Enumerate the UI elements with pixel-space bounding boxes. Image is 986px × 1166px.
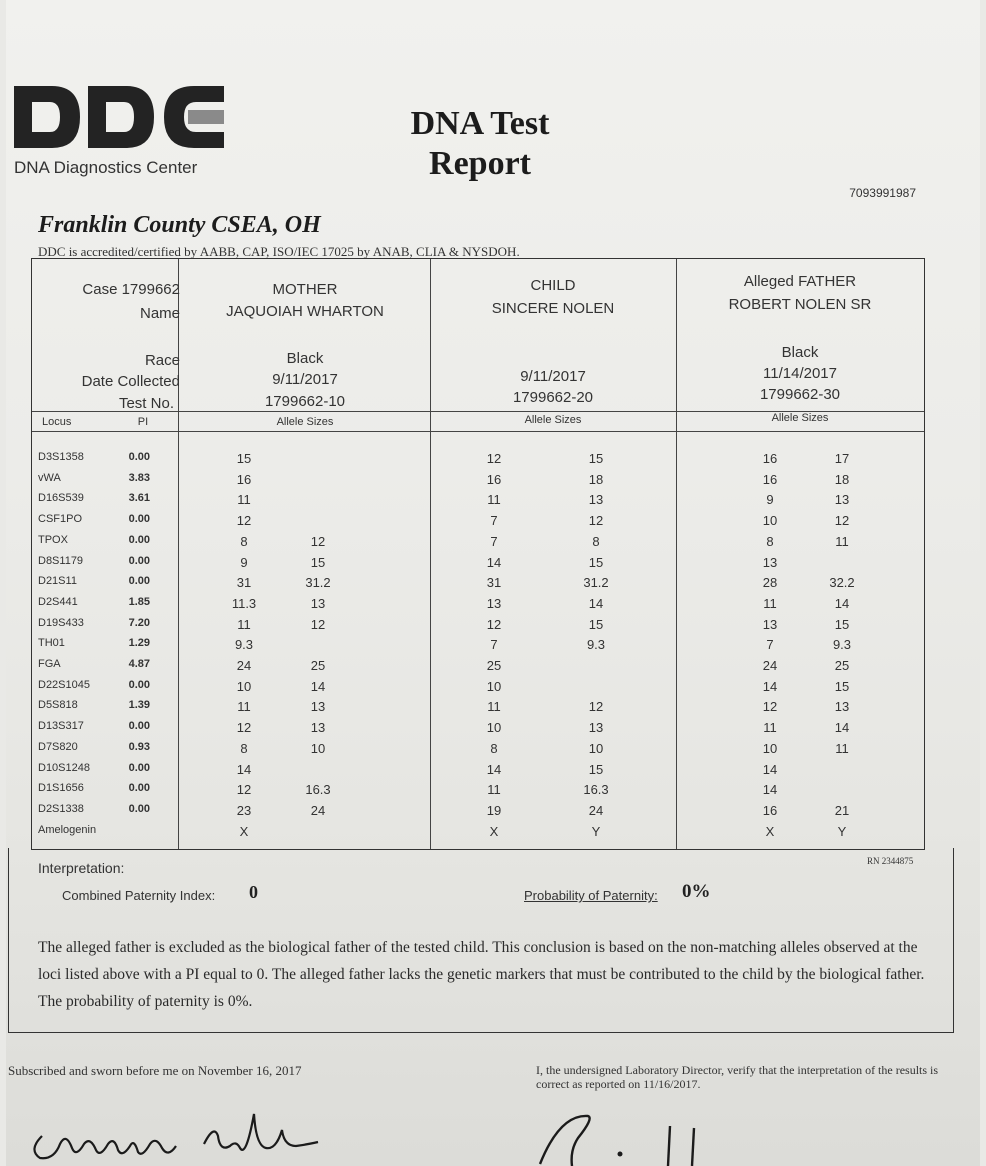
locus-name: Amelogenin: [38, 823, 97, 836]
child-allele: 10: [486, 678, 502, 694]
locus-name: D13S317: [38, 720, 84, 733]
father-allele: 9.3: [832, 637, 852, 653]
mother-allele: 8: [240, 533, 248, 549]
father-allele: 8: [766, 533, 774, 549]
child-allele: 18: [588, 471, 604, 487]
mother-allele: 13: [310, 699, 326, 715]
pi-value: 7.20: [128, 616, 150, 629]
father-allele: 16: [762, 471, 778, 487]
mother-allele: 12: [310, 533, 326, 549]
locus-row: [32, 782, 924, 802]
child-allele: 10: [486, 720, 502, 736]
father-allele: 28: [762, 575, 778, 591]
child-allele: 13: [486, 595, 502, 611]
father-allele: 13: [762, 616, 778, 632]
child-allele: 16.3: [583, 782, 609, 798]
locus-name: D22S1045: [38, 678, 90, 691]
child-allele: 14: [486, 761, 502, 777]
father-allele: 25: [834, 658, 850, 673]
father-allele-header: Allele Sizes: [771, 412, 829, 424]
mother-allele: 23: [236, 802, 252, 818]
mother-test-no: 1799662-10: [264, 393, 346, 410]
locus-name: CSF1PO: [38, 513, 83, 526]
mother-allele: 10: [236, 678, 252, 694]
mother-allele: 14: [310, 678, 326, 694]
locus-row: [32, 824, 924, 844]
pi-value: 0.00: [128, 720, 150, 733]
child-allele: 13: [588, 492, 604, 508]
locus-row: [32, 803, 924, 823]
child-allele: 25: [486, 658, 502, 673]
father-allele: Y: [837, 823, 847, 839]
child-allele: 11: [487, 699, 501, 715]
pi-value: 1.39: [128, 699, 150, 712]
interpretation-text: The alleged father is excluded as the biological father of the tested child. This conclusion is based on the non-matching alleles observed at the loci listed above with a PI equal to 0. The alleged father lacks the genetic markers that must be contributed to the child by the biological father. The probability of paternity is 0%.: [38, 939, 925, 1010]
reference-number: 7093991987: [849, 186, 916, 200]
father-allele: X: [765, 823, 775, 839]
child-allele: 12: [486, 451, 502, 466]
locus-name: D2S441: [38, 595, 78, 608]
date-collected-label: Date Collected: [81, 373, 180, 390]
child-allele: 31: [486, 575, 502, 591]
locus-row: [32, 741, 924, 761]
mother-allele: 15: [236, 451, 252, 466]
ddc-logo: [14, 82, 229, 152]
child-allele-header: Allele Sizes: [524, 414, 582, 426]
father-allele: 17: [834, 451, 850, 466]
father-allele: 14: [762, 678, 778, 694]
father-role: Alleged FATHER: [743, 273, 857, 290]
child-date: 9/11/2017: [520, 368, 586, 385]
mother-allele: 11: [237, 616, 251, 632]
title-line-2: Report: [429, 145, 531, 182]
mother-allele: 31.2: [305, 575, 331, 591]
father-allele: 11: [763, 595, 777, 611]
child-allele: 15: [588, 616, 604, 632]
accreditation-note: DDC is accredited/certified by AABB, CAP, ISO/IEC 17025 by ANAB, CLIA & NYSDOH.: [38, 244, 520, 259]
child-test-no: 1799662-20: [512, 389, 594, 406]
child-allele: Y: [591, 823, 601, 839]
locus-name: D5S818: [38, 699, 78, 712]
locus-row: [32, 513, 924, 533]
mother-allele: 25: [310, 658, 326, 673]
probability-label: Probability of Paternity:: [524, 888, 658, 903]
test-no-label: Test No.: [118, 395, 174, 412]
logo-tagline: DNA Diagnostics Center: [14, 158, 198, 177]
child-allele: 12: [588, 513, 604, 529]
father-allele: 16: [762, 451, 778, 466]
child-allele: X: [489, 823, 499, 839]
mother-allele: 9: [240, 554, 248, 570]
mother-allele: 12: [236, 782, 252, 798]
report-title: [395, 104, 565, 184]
father-allele: 11: [763, 720, 777, 736]
title-line-1: DNA Test: [410, 105, 550, 142]
father-allele: 15: [834, 616, 850, 632]
mother-allele: X: [239, 823, 249, 839]
locus-row: [32, 492, 924, 512]
father-allele: 14: [834, 720, 850, 736]
locus-row: [32, 617, 924, 637]
pi-value: 0.00: [128, 761, 150, 774]
pi-header: PI: [137, 416, 149, 428]
locus-name: D3S1358: [38, 451, 84, 463]
child-allele: 15: [588, 761, 604, 777]
child-allele: 12: [486, 616, 502, 632]
father-allele: 10: [762, 740, 778, 756]
pi-value: 0.00: [128, 575, 150, 588]
father-allele: 21: [834, 802, 850, 818]
child-allele: 8: [490, 740, 498, 756]
child-name: SINCERE NOLEN: [491, 300, 615, 317]
cpi-label: Combined Paternity Index:: [62, 888, 216, 903]
mother-allele: 24: [310, 802, 326, 818]
mother-allele: 16: [236, 471, 252, 487]
child-allele: 7: [490, 637, 498, 653]
father-allele: 12: [762, 699, 778, 715]
child-allele: 13: [588, 720, 604, 736]
pi-value: 0.00: [128, 533, 150, 546]
father-allele: 10: [762, 513, 778, 529]
pi-value: 3.83: [128, 471, 150, 484]
mother-allele: 10: [310, 740, 326, 756]
father-allele: 24: [762, 658, 778, 673]
subheader-divider: [32, 431, 924, 432]
pi-value: 0.00: [128, 678, 150, 691]
father-allele: 18: [834, 471, 850, 487]
organization-name: Franklin County CSEA, OH: [38, 212, 321, 238]
locus-name: TH01: [38, 637, 65, 650]
father-allele: 11: [835, 740, 849, 756]
father-allele: 7: [766, 637, 774, 653]
father-race: Black: [781, 344, 819, 361]
father-allele: 13: [834, 699, 850, 715]
mother-allele: 15: [310, 554, 326, 570]
locus-name: FGA: [38, 658, 61, 670]
locus-name: D10S1248: [38, 761, 90, 774]
locus-row: [32, 658, 924, 678]
mother-allele: 12: [310, 616, 326, 632]
father-allele: 9: [766, 492, 774, 508]
locus-row: [32, 472, 924, 492]
pi-value: 4.87: [128, 658, 150, 670]
director-statement: I, the undersigned Laboratory Director, verify that the interpretation of the results is correct as reported on 11/16/2017.: [536, 1063, 939, 1091]
pi-value: 0.00: [128, 802, 150, 815]
locus-row: [32, 762, 924, 782]
locus-row: [32, 699, 924, 719]
locus-name: D16S539: [38, 492, 84, 505]
father-test-no: 1799662-30: [759, 386, 841, 403]
father-allele: 11: [835, 533, 849, 549]
case-label: Case 1799662: [82, 281, 180, 298]
child-allele: 11: [487, 782, 501, 798]
pi-value: 0.93: [128, 740, 150, 753]
locus-row: [32, 575, 924, 595]
child-allele: 14: [486, 554, 502, 570]
father-allele: 14: [762, 761, 778, 777]
mother-allele: 11: [237, 492, 251, 508]
mother-allele: 13: [310, 595, 326, 611]
locus-name: vWA: [38, 471, 61, 484]
pi-value: 0.00: [128, 513, 150, 526]
mother-allele: 31: [236, 575, 252, 591]
mother-allele: 24: [236, 658, 252, 673]
locus-row: [32, 720, 924, 740]
pi-value: 0.00: [128, 782, 150, 795]
father-name: ROBERT NOLEN SR: [728, 296, 872, 313]
child-allele: 7: [490, 533, 498, 549]
mother-race: Black: [286, 350, 324, 367]
child-allele: 24: [588, 802, 604, 818]
father-allele: 14: [762, 782, 778, 798]
locus-name: D2S1338: [38, 802, 84, 815]
cpi-value: 0: [249, 882, 258, 902]
child-allele: 8: [592, 533, 600, 549]
father-allele: 16: [762, 802, 778, 818]
results-table: [31, 258, 925, 850]
mother-allele: 12: [236, 513, 252, 529]
mother-date: 9/11/2017: [272, 371, 338, 388]
locus-row: [32, 451, 924, 471]
mother-allele: 13: [310, 720, 326, 736]
pi-value: 3.61: [128, 492, 150, 505]
locus-name: D21S11: [38, 575, 77, 588]
father-date: 11/14/2017: [763, 365, 837, 382]
child-allele: 15: [588, 451, 604, 466]
child-allele: 10: [588, 740, 604, 756]
mother-allele: 14: [236, 761, 252, 777]
mother-allele-header: Allele Sizes: [276, 416, 334, 428]
father-allele: 32.2: [829, 575, 855, 591]
child-allele: 31.2: [583, 575, 609, 591]
mother-allele: 11.3: [231, 595, 257, 611]
notary-signature: [20, 1100, 330, 1166]
director-signature: [530, 1104, 730, 1166]
locus-row: [32, 637, 924, 657]
rn-number: RN 2344875: [867, 856, 914, 866]
sworn-statement: Subscribed and sworn before me on November 16, 2017: [8, 1063, 302, 1078]
child-allele: 14: [588, 595, 604, 611]
locus-name: D8S1179: [38, 554, 84, 567]
mother-allele: 8: [240, 740, 248, 756]
locus-name: D1S1656: [38, 782, 84, 795]
locus-row: [32, 596, 924, 616]
mother-allele: 9.3: [234, 637, 254, 653]
pi-value: 1.29: [128, 637, 150, 650]
probability-value: 0%: [682, 881, 711, 902]
father-allele: 12: [834, 513, 850, 529]
child-allele: 15: [588, 554, 604, 570]
mother-allele: 12: [236, 720, 252, 736]
child-allele: 7: [490, 513, 498, 529]
child-allele: 9.3: [586, 637, 606, 653]
name-label: Name: [139, 305, 180, 322]
locus-row: [32, 679, 924, 699]
pi-value: 0.00: [128, 554, 150, 567]
pi-value: 1.85: [128, 595, 150, 608]
child-allele: 12: [588, 699, 604, 715]
mother-allele: 16.3: [305, 782, 331, 798]
locus-header: Locus: [42, 416, 72, 428]
locus-name: D7S820: [38, 740, 78, 753]
race-label: Race: [144, 352, 180, 369]
locus-name: D19S433: [38, 616, 84, 629]
child-allele: 19: [486, 802, 502, 818]
mother-allele: 11: [237, 699, 251, 715]
child-allele: 11: [487, 492, 501, 508]
locus-row: [32, 555, 924, 575]
child-allele: 16: [486, 471, 502, 487]
interpretation-label: Interpretation:: [38, 860, 125, 876]
father-allele: 15: [834, 678, 850, 694]
locus-name: TPOX: [38, 533, 68, 546]
father-allele: 13: [834, 492, 850, 508]
child-role: CHILD: [530, 277, 576, 294]
mother-name: JAQUOIAH WHARTON: [226, 303, 384, 320]
father-allele: 14: [834, 595, 850, 611]
mother-role: MOTHER: [272, 281, 338, 298]
father-allele: 13: [762, 554, 778, 570]
locus-row: [32, 534, 924, 554]
pi-value: 0.00: [128, 451, 150, 463]
